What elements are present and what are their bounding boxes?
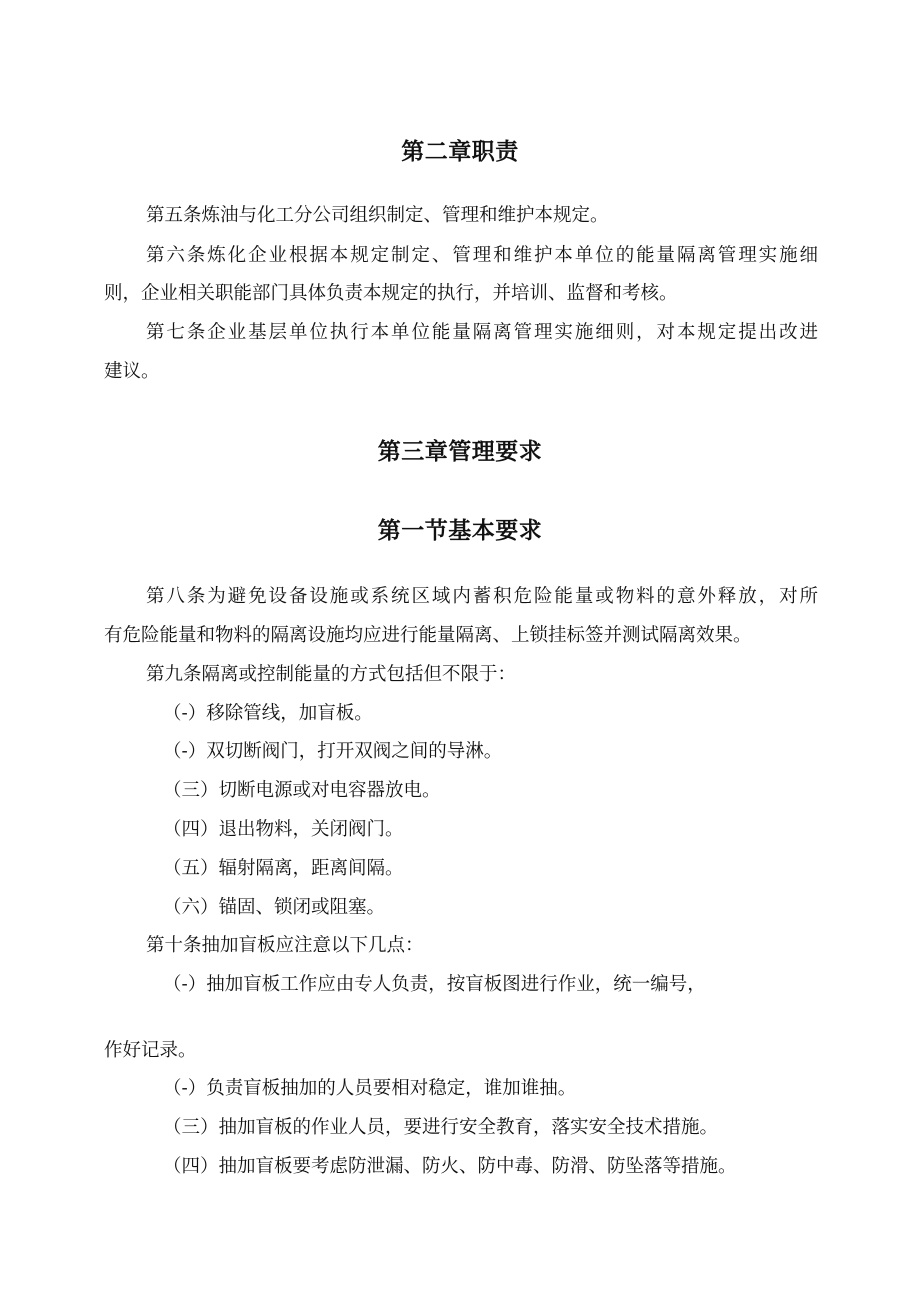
list-item: （-）抽加盲板工作应由专人负责，按盲板图进行作业，统一编号， — [163, 974, 706, 995]
article-7-line-2: 建议。 — [104, 361, 160, 382]
article-7-line-1: 第七条企业基层单位执行本单位能量隔离管理实施细则，对本规定提出改进 — [146, 322, 818, 343]
list-item: （四）抽加盲板要考虑防泄漏、防火、防中毒、防滑、防坠落等措施。 — [163, 1156, 737, 1177]
article-6-line-1: 第六条炼化企业根据本规定制定、管理和维护本单位的能量隔离管理实施细 — [146, 245, 818, 266]
article-5: 第五条炼油与化工分公司组织制定、管理和维护本规定。 — [146, 205, 609, 226]
list-item: （四）退出物料，关闭阀门。 — [163, 819, 404, 840]
list-item: （五）辐射隔离，距离间隔。 — [163, 858, 404, 879]
article-6-line-2: 则，企业相关职能部门具体负责本规定的执行，并培训、监督和考核。 — [104, 283, 678, 304]
list-item: （三）切断电源或对电容器放电。 — [163, 780, 441, 801]
article-8-line-1: 第八条为避免设备设施或系统区域内蓄积危险能量或物料的意外释放，对所 — [146, 586, 818, 607]
chapter-3-title: 第三章管理要求 — [377, 439, 543, 465]
article-10: 第十条抽加盲板应注意以下几点： — [146, 935, 424, 956]
article-9: 第九条隔离或控制能量的方式包括但不限于： — [146, 664, 517, 685]
list-item: （六）锚固、锁闭或阻塞。 — [163, 897, 386, 918]
chapter-2-title: 第二章职责 — [401, 139, 519, 165]
list-item: （三）抽加盲板的作业人员，要进行安全教育，落实安全技术措施。 — [163, 1117, 719, 1138]
article-8-line-2: 有危险能量和物料的隔离设施均应进行能量隔离、上锁挂标签并测试隔离效果。 — [104, 625, 752, 646]
section-1-title: 第一节基本要求 — [377, 518, 543, 544]
list-item: （-）移除管线，加盲板。 — [163, 703, 373, 724]
list-item: （-）双切断阀门，打开双阀之间的导淋。 — [163, 741, 503, 762]
list-item: （-）负责盲板抽加的人员要相对稳定，谁加谁抽。 — [163, 1078, 577, 1099]
list-item-continuation: 作好记录。 — [104, 1040, 197, 1061]
